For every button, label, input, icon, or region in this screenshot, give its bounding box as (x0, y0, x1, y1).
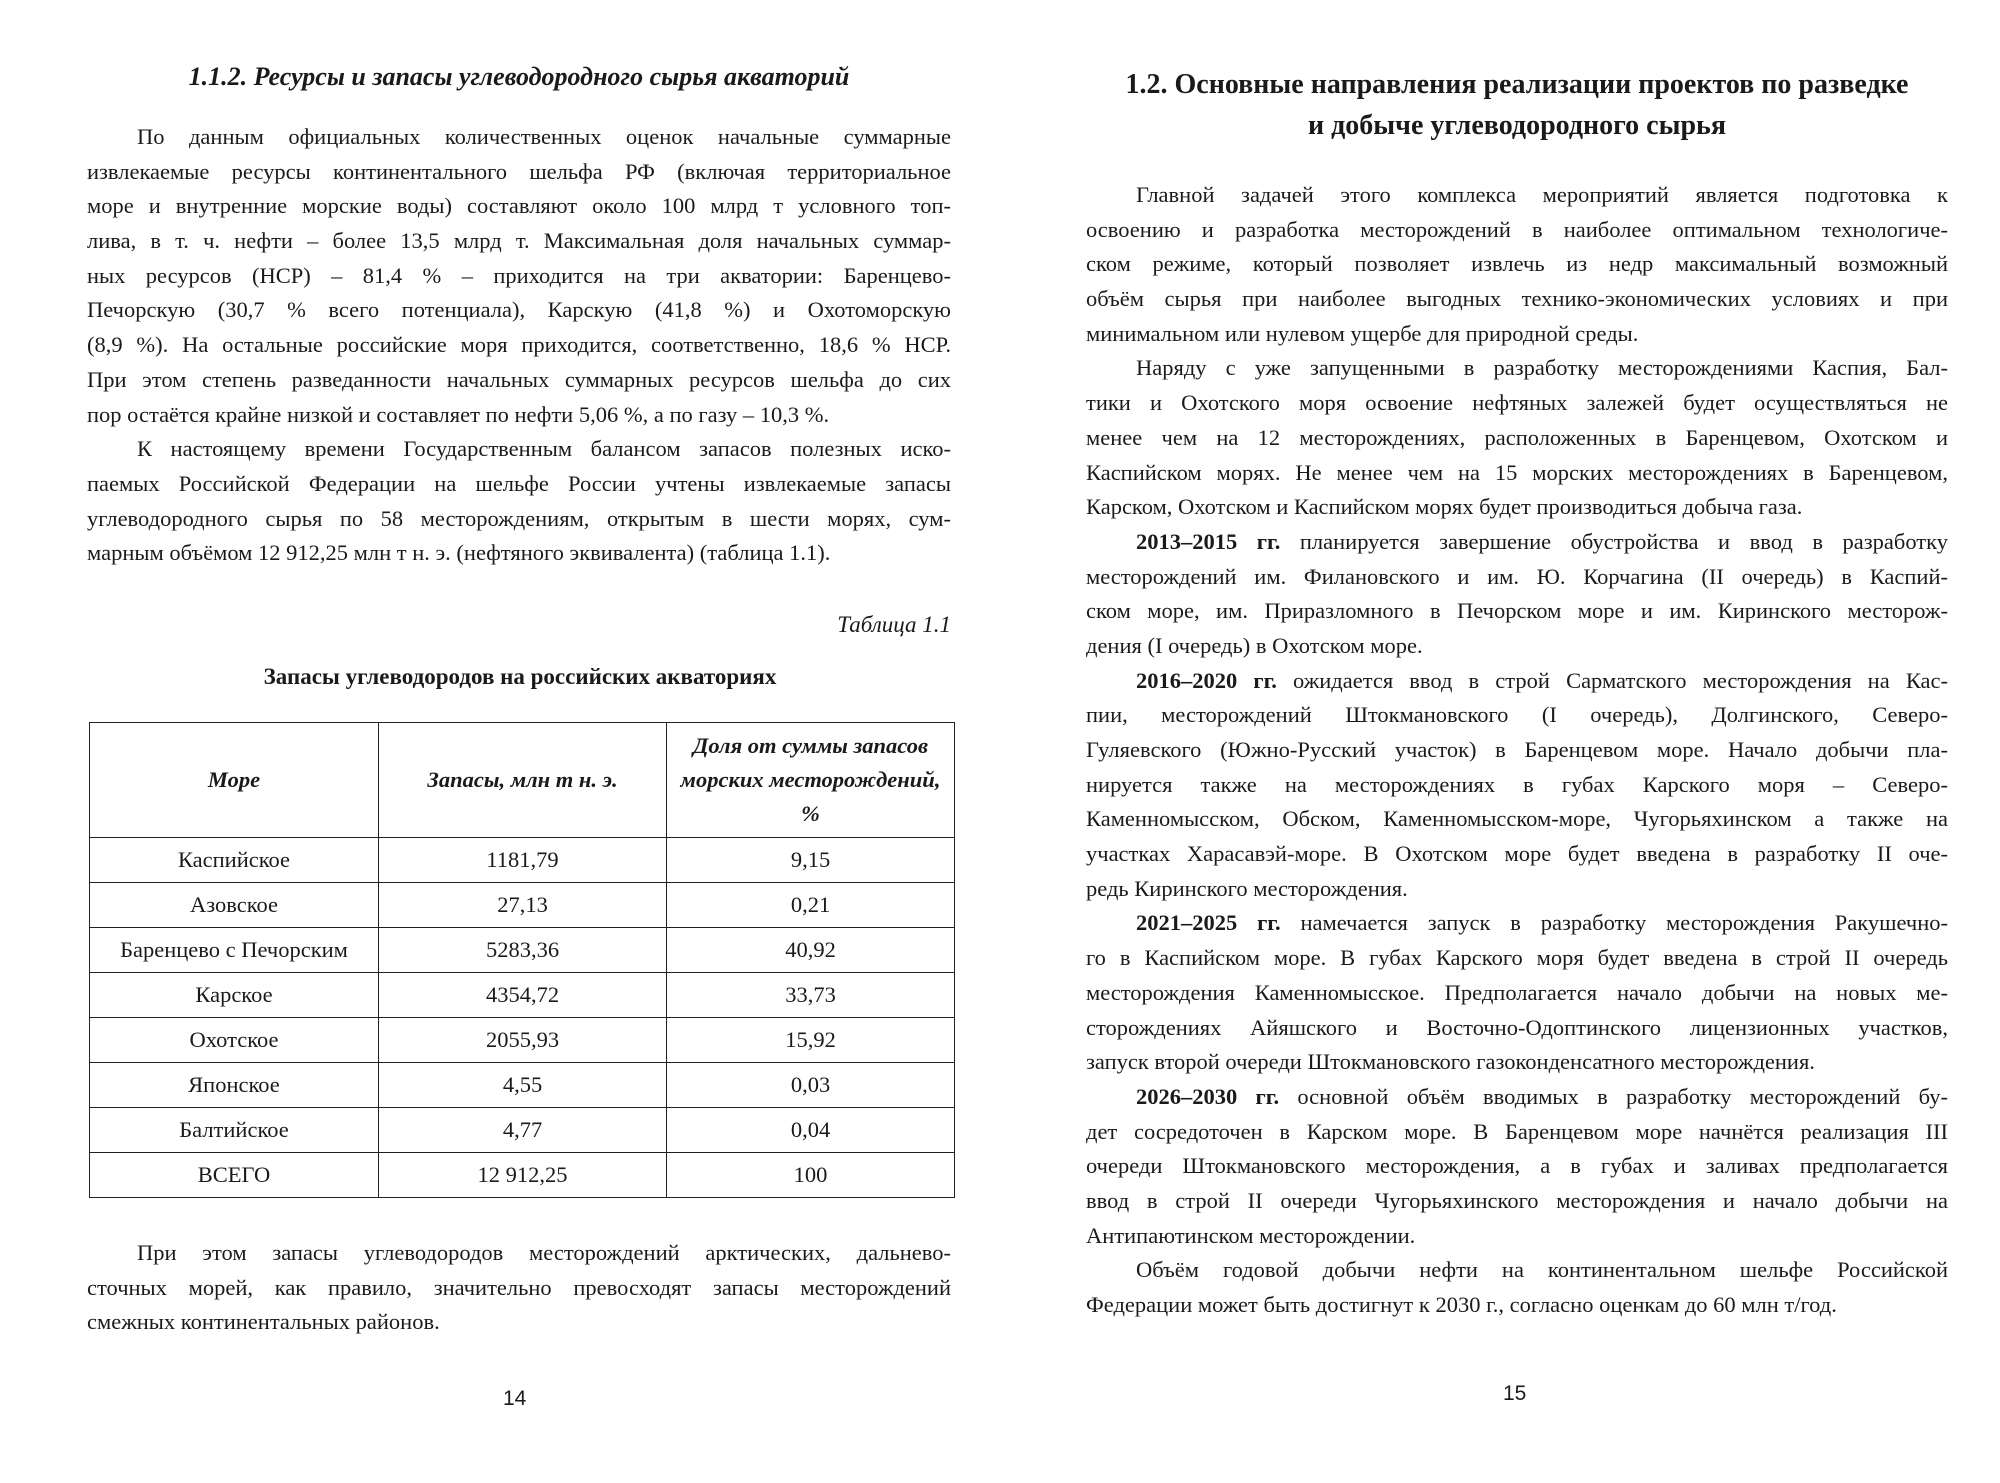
period-label: 2016–2020 гг. (1136, 667, 1277, 693)
cell-sea: Японское (90, 1063, 379, 1108)
line-text: море и внутренние морские воды) составляют около 100 млрд т условного топ- (87, 193, 951, 219)
line-text: объём сырья при наиболее выгодных технико-экономических условиях и при (1086, 286, 1948, 312)
cell-reserves: 5283,36 (379, 928, 667, 973)
line-text: дения (I очередь) в Охотском море. (1086, 632, 1423, 658)
text-line (1086, 629, 1948, 664)
line-text: Гуляевского (Южно-Русский участок) в Баренцевом море. Начало добычи пла- (1086, 737, 1948, 762)
text-line (1086, 941, 1948, 976)
line-text: Федерации может быть достигнут к 2030 г., согласно оценкам до 60 млн т/год. (1086, 1292, 1837, 1317)
text-line (87, 224, 951, 259)
text-line (1086, 976, 1948, 1011)
cell-share: 100 (667, 1153, 955, 1198)
cell-reserves: 4,55 (379, 1063, 667, 1108)
paragraph (1086, 525, 1948, 664)
cell-sea: Каспийское (90, 838, 379, 883)
line-text: нируется также на месторождениях в губах Карского моря – Северо- (1086, 771, 1948, 797)
line-text: месторождений им. Филановского и им. Ю. Корчагина (II очередь) в Каспий- (1086, 563, 1948, 589)
paragraph (1086, 178, 1948, 351)
line-text: паемых Российской Федерации на шельфе России учтены извлекаемые запасы (87, 470, 951, 496)
line-text: ском режиме, который позволяет извлечь из недр максимальный возможный (1086, 251, 1948, 277)
text-line (1086, 560, 1948, 595)
paragraph (1086, 351, 1948, 524)
reserves-table (89, 722, 955, 1198)
text-line (87, 155, 951, 190)
text-line (87, 189, 951, 224)
table-row (90, 1018, 955, 1063)
line-text: К настоящему времени Государственным балансом запасов полезных иско- (137, 436, 951, 462)
text-line (1086, 664, 1948, 699)
line-text: лива, в т. ч. нефти – более 13,5 млрд т. Максимальная доля начальных суммар- (87, 228, 951, 254)
text-line (1086, 1288, 1948, 1323)
line-text: извлекаемые ресурсы континентального шельфа РФ (включая территориальное (87, 158, 951, 184)
cell-share: 0,04 (667, 1108, 955, 1153)
text-line (87, 293, 951, 328)
section-heading-1-2 (1086, 64, 1948, 146)
page-number-left: 14 (503, 1387, 527, 1410)
cell-share: 33,73 (667, 973, 955, 1018)
text-line (1086, 490, 1948, 525)
line-text: очереди Штокмановского месторождения, а в губах и заливах предполагается (1086, 1153, 1948, 1179)
cell-reserves: 1181,79 (379, 838, 667, 883)
text-line (1086, 1115, 1948, 1150)
line-text: смежных континентальных районов. (87, 1309, 440, 1335)
left-body-text (87, 120, 951, 571)
line-text: (8,9 %). На остальные российские моря приходится, соответственно, 18,6 % НСР. (87, 332, 951, 358)
text-line (87, 1271, 951, 1306)
heading-line: и добыче углеводородного сырья (1308, 110, 1726, 141)
line-text: ском море, им. Приразломного в Печорском море и им. Киринского месторож- (1086, 598, 1948, 624)
line-text: Каспийском морях. Не менее чем на 15 морских месторождениях в Баренцевом, (1086, 459, 1948, 485)
line-text: дет сосредоточен в Карском море. В Баренцевом море начнётся реализация III (1086, 1118, 1948, 1144)
text-line (1086, 525, 1948, 560)
line-text: углеводородного сырья по 58 месторождениям, открытым в шести морях, сум- (87, 505, 951, 531)
line-text: основной объём вводимых в разработку месторождений бу- (1279, 1083, 1948, 1109)
line-text: сточных морей, как правило, значительно превосходят запасы месторождений (87, 1274, 951, 1300)
text-line (1086, 1149, 1948, 1184)
text-line (1086, 768, 1948, 803)
text-line (87, 1236, 951, 1271)
paragraph (87, 120, 951, 432)
text-line (87, 1305, 951, 1340)
line-text: освоению и разработка месторождений в наиболее оптимальном технологиче- (1086, 216, 1948, 242)
text-line (1086, 421, 1948, 456)
line-text: Наряду с уже запущенными в разработку месторождениями Каспия, Бал- (1136, 355, 1948, 381)
page-number-right: 15 (1503, 1382, 1527, 1405)
cell-share: 9,15 (667, 838, 955, 883)
line-text: Главной задачей этого комплекса мероприятий является подготовка к (1136, 182, 1948, 207)
cell-reserves: 4354,72 (379, 973, 667, 1018)
text-line (1086, 1219, 1948, 1254)
text-line (1086, 698, 1948, 733)
text-line (1086, 872, 1948, 907)
text-line (87, 398, 951, 433)
text-line (1086, 1080, 1948, 1115)
line-text: Каменномысском, Обском, Каменномысском-море, Чугорьяхинском а также на (1086, 806, 1948, 832)
line-text: тики и Охотского моря освоение нефтяных залежей будет осуществляться не (1086, 390, 1948, 416)
cell-reserves: 2055,93 (379, 1018, 667, 1063)
cell-reserves: 4,77 (379, 1108, 667, 1153)
line-text: месторождения Каменномысское. Предполагается начало добычи на новых ме- (1086, 979, 1948, 1005)
left-body-text-bottom (87, 1236, 951, 1340)
line-text: марным объёмом 12 912,25 млн т н. э. (нефтяного эквивалента) (таблица 1.1). (87, 540, 831, 566)
table-row (90, 973, 955, 1018)
text-line (1086, 802, 1948, 837)
text-line (1086, 1253, 1948, 1288)
cell-sea: Баренцево с Печорским (90, 928, 379, 973)
table-header-reserves: Запасы, млн т н. э. (379, 723, 667, 838)
paragraph (1086, 664, 1948, 907)
table-header-sea: Море (90, 723, 379, 838)
text-line (87, 363, 951, 398)
line-text: ожидается ввод в строй Сарматского месторождения на Кас- (1276, 667, 1948, 693)
cell-sea: Охотское (90, 1018, 379, 1063)
paragraph (1086, 1253, 1948, 1322)
text-line (1086, 282, 1948, 317)
line-text: запуск второй очереди Штокмановского газоконденсатного месторождения. (1086, 1049, 1815, 1075)
table-row (90, 838, 955, 883)
line-text: намечается запуск в разработку месторождения Ракушечно- (1280, 910, 1948, 936)
line-text: Карском, Охотском и Каспийском морях будет производиться добыча газа. (1086, 494, 1803, 520)
period-label: 2021–2025 гг. (1136, 910, 1281, 936)
text-line (87, 536, 951, 571)
line-text: Печорскую (30,7 % всего потенциала), Карскую (41,8 %) и Охотоморскую (87, 297, 951, 323)
cell-sea: ВСЕГО (90, 1153, 379, 1198)
text-line (1086, 386, 1948, 421)
line-text: При этом запасы углеводородов месторождений арктических, дальнево- (137, 1240, 951, 1265)
text-line (1086, 247, 1948, 282)
text-line (87, 259, 951, 294)
text-line (1086, 213, 1948, 248)
cell-reserves: 12 912,25 (379, 1153, 667, 1198)
line-text: участках Харасавэй-море. В Охотском море будет введена в разработку II оче- (1086, 841, 1948, 867)
text-line (1086, 1011, 1948, 1046)
right-body-text (1086, 178, 1948, 1323)
line-text: сторождениях Айяшского и Восточно-Одоптинского лицензионных участков, (1086, 1014, 1948, 1040)
cell-share: 15,92 (667, 1018, 955, 1063)
table-header-share: Доля от суммы запасов морских месторождений, % (667, 723, 955, 838)
paragraph (1086, 1080, 1948, 1253)
table-row (90, 883, 955, 928)
line-text: При этом степень разведанности начальных суммарных ресурсов шельфа до сих (87, 366, 951, 392)
text-line (1086, 351, 1948, 386)
text-line (1086, 456, 1948, 491)
table-title: Запасы углеводородов на российских акваториях (263, 664, 777, 689)
line-text: ных ресурсов (НСР) – 81,4 % – приходится на три акватории: Баренцево- (87, 262, 951, 288)
text-line (1086, 594, 1948, 629)
cell-reserves: 27,13 (379, 883, 667, 928)
cell-share: 40,92 (667, 928, 955, 973)
line-text: менее чем на 12 месторождениях, расположенных в Баренцевом, Охотском и (1086, 424, 1948, 450)
text-line (1086, 317, 1948, 352)
paragraph (87, 1236, 951, 1340)
text-line (87, 502, 951, 537)
text-line (1086, 1184, 1948, 1219)
line-text: го в Каспийском море. В губах Карского моря будет введена в строй II очередь (1086, 945, 1948, 971)
cell-sea: Азовское (90, 883, 379, 928)
section-heading-1-1-2: 1.1.2. Ресурсы и запасы углеводородного сырья акваторий (188, 62, 850, 91)
line-text: минимальном или нулевом ущербе для природной среды. (1086, 320, 1639, 346)
line-text: пии, месторождений Штокмановского (I очередь), Долгинского, Северо- (1086, 702, 1948, 728)
text-line (1086, 178, 1948, 213)
cell-share: 0,21 (667, 883, 955, 928)
paragraph (87, 432, 951, 571)
line-text: ввод в строй II очереди Чугорьяхинского месторождения и начало добычи на (1086, 1187, 1948, 1213)
cell-sea: Балтийское (90, 1108, 379, 1153)
table-row (90, 928, 955, 973)
cell-sea: Карское (90, 973, 379, 1018)
text-line (1086, 1045, 1948, 1080)
text-line (87, 120, 951, 155)
cell-share: 0,03 (667, 1063, 955, 1108)
table-row (90, 1063, 955, 1108)
table-caption: Таблица 1.1 (837, 612, 951, 637)
period-label: 2013–2015 гг. (1136, 528, 1281, 554)
line-text: пор остаётся крайне низкой и составляет по нефти 5,06 %, а по газу – 10,3 %. (87, 401, 830, 427)
table-row (90, 1108, 955, 1153)
heading-line: 1.2. Основные направления реализации проектов по разведке (1125, 69, 1909, 100)
text-line (1086, 906, 1948, 941)
line-text: планируется завершение обустройства и ввод в разработку (1280, 528, 1948, 554)
table-row (90, 1153, 955, 1198)
text-line (87, 467, 951, 502)
paragraph (1086, 906, 1948, 1079)
text-line (87, 432, 951, 467)
line-text: По данным официальных количественных оценок начальные суммарные (137, 124, 951, 149)
text-line (87, 328, 951, 363)
line-text: редь Киринского месторождения. (1086, 875, 1408, 901)
line-text: Антипаютинском месторождении. (1086, 1222, 1416, 1248)
text-line (1086, 733, 1948, 768)
text-line (1086, 837, 1948, 872)
line-text: Объём годовой добычи нефти на континентальном шельфе Российской (1136, 1257, 1948, 1283)
period-label: 2026–2030 гг. (1136, 1083, 1280, 1109)
